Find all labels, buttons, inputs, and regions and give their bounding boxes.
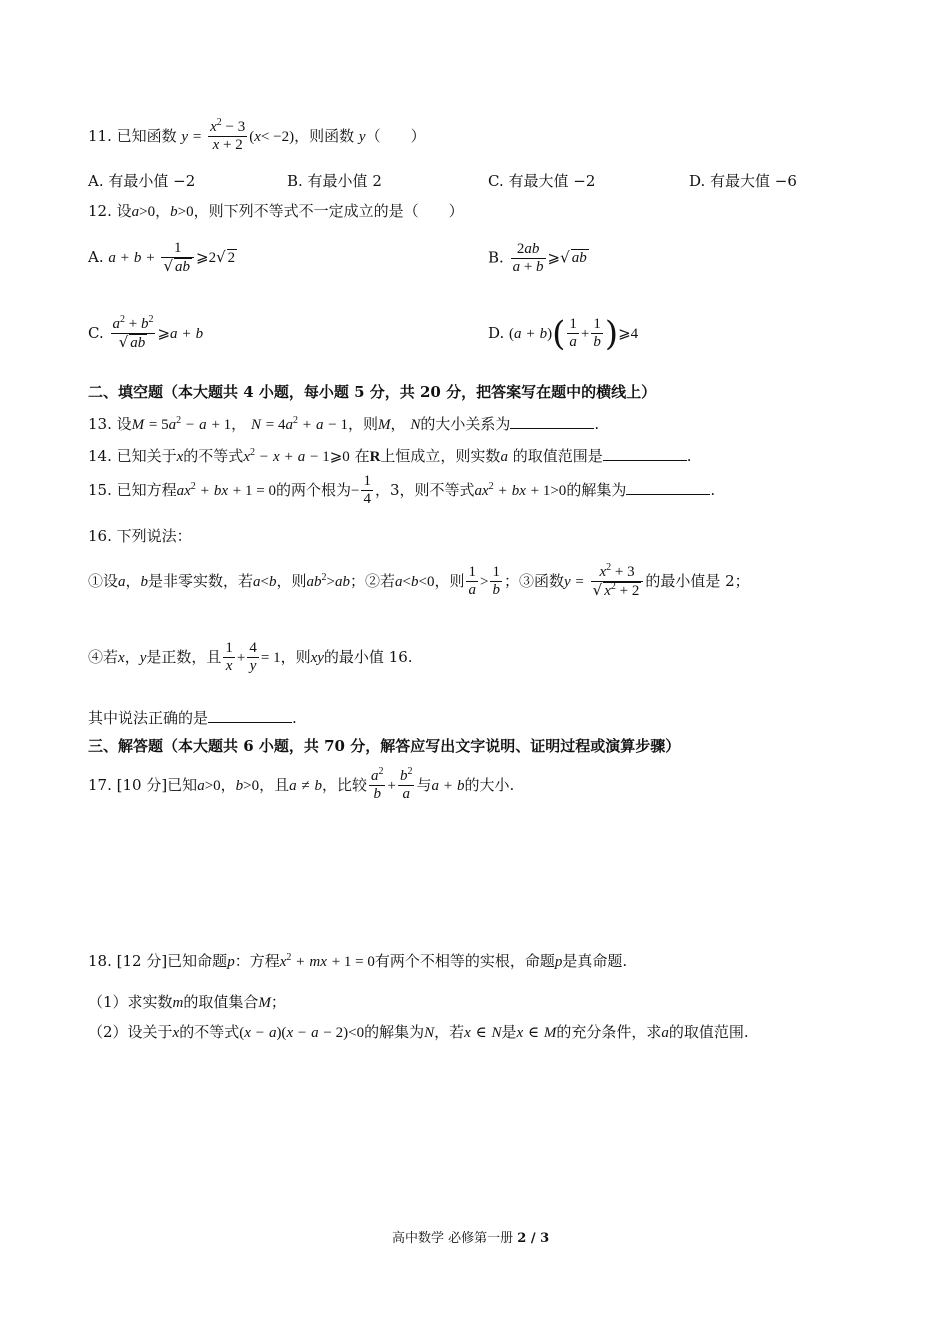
question-17: 17. [10 分]已知a>0，b>0，且a ≠ b，比较 $\frac{a^2}{b}$ + $\frac{b^2}{a}$ 与a + b的大小. [88,766,515,803]
q15-answer-blank[interactable] [626,480,710,495]
question-11: 11. 已知函数 y = $\frac{x^2 - 3}{x + 2}$ (x< −2)，则函数 y（ ） [88,117,426,154]
question-16-title: 16. 下列说法： [88,527,192,545]
page-footer: 高中数学 必修第一册 2 / 3 [392,1231,550,1246]
question-12: 12. 设a>0，b>0，则下列不等式不一定成立的是（ ） [88,202,464,220]
q11-option-d: D. 有最大值 −6 [689,172,797,190]
q12-option-c: C. $\frac{a^2 + b^2}{√ ab}$ ⩾a + b [88,314,204,352]
q12-option-d: D. (a + b)( $\frac{1}{a}$ + $\frac{1}{b}$ )⩾4 [488,313,639,354]
q18-part-1: （1）求实数m的取值集合M； [88,993,286,1011]
q18-part-2: （2）设关于x的不等式(x − a)(x − a − 2)<0的解集为N，若x ∈ N是x ∈ M的充分条件，求a的取值范围. [88,1023,749,1041]
q14-answer-blank[interactable] [603,446,687,461]
q11-fraction: $\frac{x^2 - 3}{x + 2}$ [210,117,246,154]
question-14: 14. 已知关于x的不等式$x^2 - x + a$ − 1⩾0 在R上恒成立，则实数a 的取值范围是 . [88,447,692,465]
q16-ask: 其中说法正确的是 . [88,709,297,727]
q16-statement-4: ④若x，y是正数，且 $\frac{1}{x}$ + $\frac{4}{y}$ = 1，则xy的最小值 16. [88,640,413,675]
q11-option-b: B. 有最小值 2 [287,172,382,190]
q16-statements-1-3: ①设a，b是非零实数，若a<b，则$ab^2>ab$；②若a<b<0，则 $\frac{1}{a}$ > $\frac{1}{b}$ ；③函数y = $\frac{x^2 + 3}{√ x^2 + 2}$ 的最小值是 2； [88,562,750,600]
q13-answer-blank[interactable] [510,414,594,429]
question-18: 18. [12 分]已知命题p：方程$x^2$ + mx + 1 = 0有两个不相等的实根，命题p是真命题. [88,952,628,970]
q11-option-a: A. 有最小值 −2 [88,172,196,190]
section-2-heading: 二、填空题（本大题共 4 小题，每小题 5 分，共 20 分，把答案写在题中的横线上） [88,383,657,401]
q12-option-b: B. $\frac{2ab}{a + b}$ ⩾√ ab [488,241,587,276]
q11-option-c: C. 有最大值 −2 [488,172,596,190]
section-3-heading: 三、解答题（本大题共 6 小题，共 70 分，解答应写出文字说明、证明过程或演算步骤） [88,737,681,755]
q16-answer-blank[interactable] [208,708,292,723]
question-13: 13. 设$M = 5a^2 - a + 1$， $N = 4a^2 + a - 1$，则M， N的大小关系为 . [88,415,600,433]
q12-option-a: A. a + b + $\frac{1}{√ ab}$ ⩾2√ 2 [88,240,236,276]
question-15: 15. 已知方程$ax^2$ + bx + 1 = 0的两个根为− $\frac{1}{4}$ ，3，则不等式$ax^2$ + bx + 1>0的解集为 . [88,473,716,508]
page-number: 2 / 3 [517,1231,550,1246]
